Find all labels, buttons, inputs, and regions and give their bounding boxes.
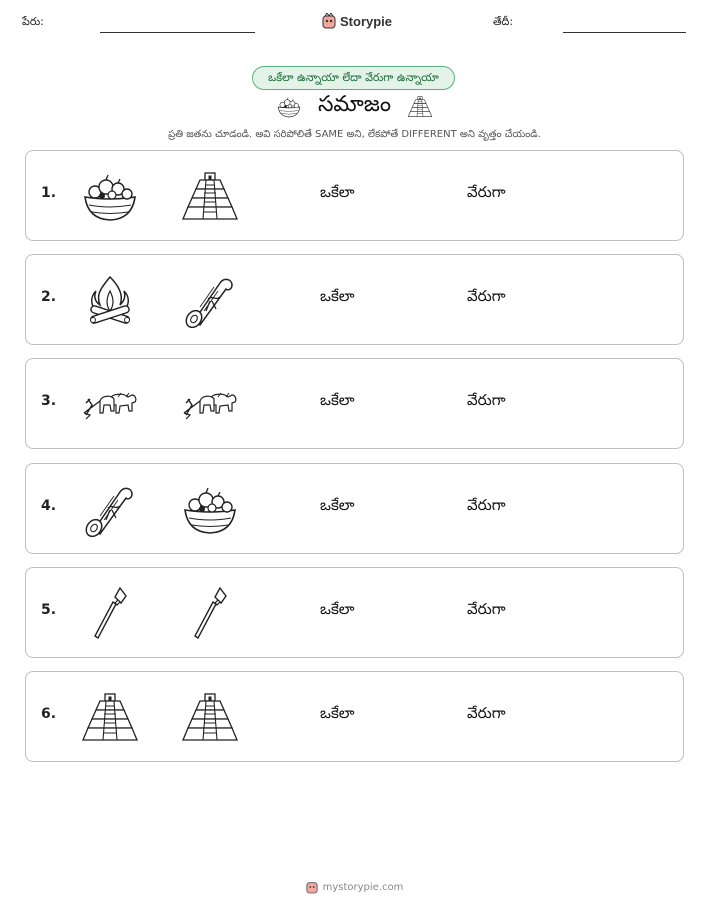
question-number: 2. xyxy=(41,289,57,305)
scroll-icon xyxy=(180,271,240,331)
campfire-icon xyxy=(80,271,140,331)
pyramid-icon xyxy=(80,688,140,748)
question-row xyxy=(25,150,684,241)
same-option[interactable]: ఒకేలా xyxy=(320,704,355,722)
name-label: పేరు: xyxy=(22,15,44,28)
same-option[interactable]: ఒకేలా xyxy=(320,183,355,201)
fruit-bowl-icon xyxy=(274,94,304,120)
same-option[interactable]: ఒకేలా xyxy=(320,391,355,409)
spear-icon xyxy=(180,584,240,644)
same-option[interactable]: ఒకేలా xyxy=(320,600,355,618)
storypie-icon xyxy=(322,13,336,29)
fruit-bowl-icon xyxy=(80,167,140,227)
question-number: 6. xyxy=(41,706,57,722)
question-number: 3. xyxy=(41,393,57,409)
title-row xyxy=(0,92,709,122)
footer-url[interactable]: mystorypie.com xyxy=(322,881,404,893)
different-option[interactable]: వేరుగా xyxy=(467,704,506,722)
pyramid-icon xyxy=(180,167,240,227)
same-option[interactable]: ఒకేలా xyxy=(320,496,355,514)
storypie-footer-icon xyxy=(306,880,318,894)
question-row xyxy=(25,671,684,762)
footer xyxy=(0,880,709,894)
different-option[interactable]: వేరుగా xyxy=(467,600,506,618)
different-option[interactable]: వేరుగా xyxy=(467,287,506,305)
fruit-bowl-icon xyxy=(180,480,240,540)
date-label: తేదీ: xyxy=(493,15,514,28)
brand-name: Storypie xyxy=(340,13,393,29)
question-row xyxy=(25,463,684,554)
pyramid-icon xyxy=(180,688,240,748)
question-row xyxy=(25,567,684,658)
ox-plough-icon xyxy=(80,375,140,435)
different-option[interactable]: వేరుగా xyxy=(467,496,506,514)
page-title: సమాజం xyxy=(317,92,392,117)
question-number: 5. xyxy=(41,602,57,618)
different-option[interactable]: వేరుగా xyxy=(467,391,506,409)
brand-logo xyxy=(322,13,392,29)
instructions: ప్రతి జతను చూడండి. అవి సరిపోలితే SAME అని, లేకపోతే DIFFERENT అని వృత్తం చేయండి. xyxy=(168,129,541,140)
question-number: 1. xyxy=(41,185,57,201)
question-number: 4. xyxy=(41,498,57,514)
spear-icon xyxy=(80,584,140,644)
question-row xyxy=(25,358,684,449)
same-option[interactable]: ఒకేలా xyxy=(320,287,355,305)
question-row xyxy=(25,254,684,345)
worksheet-type-pill: ఒకేలా ఉన్నాయా లేదా వేరుగా ఉన్నాయా xyxy=(252,66,455,90)
scroll-icon xyxy=(80,480,140,540)
date-line[interactable] xyxy=(563,32,686,33)
pyramid-icon xyxy=(405,94,435,120)
ox-plough-icon xyxy=(180,375,240,435)
name-line[interactable] xyxy=(100,32,255,33)
different-option[interactable]: వేరుగా xyxy=(467,183,506,201)
